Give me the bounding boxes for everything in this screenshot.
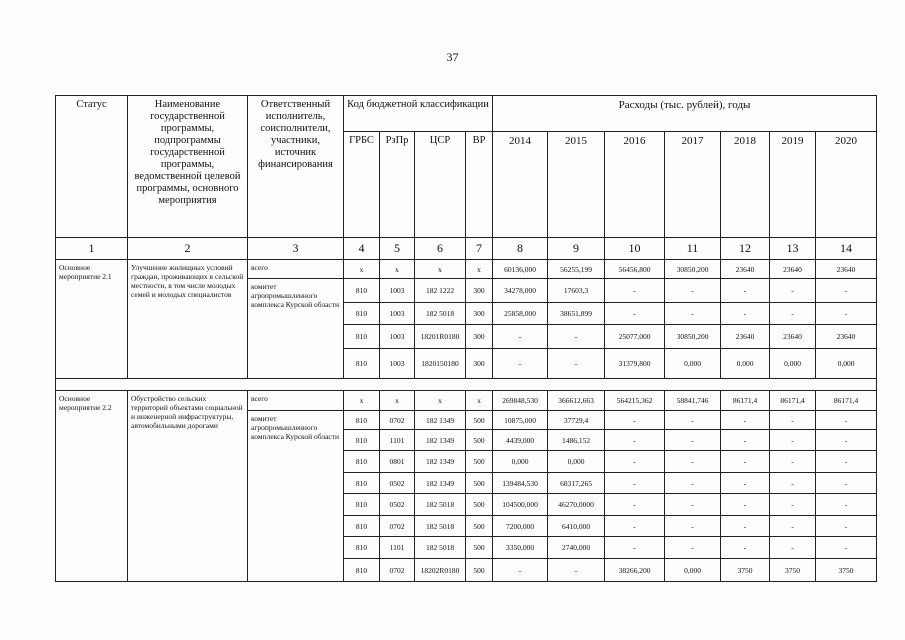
code-cell: 810 <box>344 451 380 473</box>
amount-cell: - <box>770 516 816 537</box>
code-cell: 0801 <box>380 451 415 473</box>
amount-cell: 38651,899 <box>548 303 605 325</box>
amount-cell: - <box>721 303 770 325</box>
column-number: 4 <box>344 238 380 260</box>
amount-cell: - <box>665 494 721 516</box>
code-cell: x <box>466 391 493 411</box>
amount-cell: 58841,746 <box>665 391 721 411</box>
amount-cell: - <box>665 537 721 559</box>
amount-cell: - <box>721 494 770 516</box>
amount-cell: - <box>493 349 548 379</box>
amount-cell: 17603,3 <box>548 279 605 303</box>
code-cell: 1820150180 <box>415 349 466 379</box>
column-number: 5 <box>380 238 415 260</box>
amount-cell: 0,000 <box>548 451 605 473</box>
code-cell: 810 <box>344 537 380 559</box>
column-number: 2 <box>128 238 248 260</box>
code-cell: 1101 <box>380 430 415 451</box>
total-label-cell: всего <box>248 260 344 279</box>
code-cell: 182 5018 <box>415 516 466 537</box>
column-number: 13 <box>770 238 816 260</box>
code-cell: 182 1349 <box>415 473 466 494</box>
code-cell: 300 <box>466 325 493 349</box>
code-cell: 182 1349 <box>415 430 466 451</box>
code-cell: 500 <box>466 430 493 451</box>
amount-cell: - <box>605 279 665 303</box>
amount-cell: - <box>665 430 721 451</box>
code-cell: 810 <box>344 473 380 494</box>
amount-cell: - <box>770 473 816 494</box>
header-year: 2017 <box>665 132 721 238</box>
amount-cell: 0,000 <box>665 559 721 582</box>
budget-table <box>55 95 877 582</box>
code-cell: 300 <box>466 279 493 303</box>
code-cell: 182 1349 <box>415 411 466 430</box>
header-name: Наименование государственной программы, подпрограммы государственной программы, ведомственной целевой программы, основного мероприятия <box>128 96 248 238</box>
amount-cell: - <box>721 451 770 473</box>
amount-cell: 46270,0000 <box>548 494 605 516</box>
amount-cell: - <box>770 537 816 559</box>
code-cell: x <box>415 391 466 411</box>
amount-cell: 23640 <box>721 260 770 279</box>
status-cell: Основное мероприятие 2.1 <box>56 260 128 379</box>
amount-cell: 23640 <box>770 325 816 349</box>
amount-cell: - <box>605 451 665 473</box>
column-number: 9 <box>548 238 605 260</box>
code-cell: 182 1222 <box>415 279 466 303</box>
header-year: 2019 <box>770 132 816 238</box>
table-row <box>56 260 877 279</box>
amount-cell: 1486,152 <box>548 430 605 451</box>
amount-cell: 0,000 <box>493 451 548 473</box>
table-row <box>56 391 877 411</box>
code-cell: 1003 <box>380 279 415 303</box>
header-tsr: ЦСР <box>415 132 466 238</box>
column-number: 11 <box>665 238 721 260</box>
amount-cell: 3350,000 <box>493 537 548 559</box>
amount-cell: 0,000 <box>816 349 877 379</box>
header-year: 2018 <box>721 132 770 238</box>
code-cell: 500 <box>466 451 493 473</box>
column-number: 3 <box>248 238 344 260</box>
amount-cell: 104500,000 <box>493 494 548 516</box>
amount-cell: - <box>493 325 548 349</box>
amount-cell: 56255,199 <box>548 260 605 279</box>
amount-cell: - <box>770 279 816 303</box>
amount-cell: 30850,200 <box>665 325 721 349</box>
executor-cell: комитет агропромышленного комплекса Курской области <box>248 279 344 379</box>
column-number: 7 <box>466 238 493 260</box>
column-number: 8 <box>493 238 548 260</box>
code-cell: 810 <box>344 325 380 349</box>
code-cell: 810 <box>344 430 380 451</box>
amount-cell: - <box>665 279 721 303</box>
code-cell: x <box>415 260 466 279</box>
amount-cell: 0,000 <box>721 349 770 379</box>
status-cell: Основное мероприятие 2.2 <box>56 391 128 582</box>
header-status: Статус <box>56 96 128 238</box>
code-cell: 300 <box>466 303 493 325</box>
header-executor: Ответственный исполнитель, соисполнители, участники, источник финансирования <box>248 96 344 238</box>
code-cell: 810 <box>344 516 380 537</box>
program-name-cell: Улучшение жилищных условий граждан, проживающих в сельской местности, в том числе молодых семей и молодых специалистов <box>128 260 248 379</box>
header-rzpr: РзПр <box>380 132 415 238</box>
code-cell: 1003 <box>380 325 415 349</box>
table-body <box>56 96 877 582</box>
amount-cell: - <box>493 559 548 582</box>
amount-cell: - <box>816 430 877 451</box>
amount-cell: - <box>605 516 665 537</box>
amount-cell: 0,000 <box>665 349 721 379</box>
amount-cell: - <box>721 411 770 430</box>
amount-cell: 23640 <box>721 325 770 349</box>
section-spacer <box>56 379 877 391</box>
amount-cell: - <box>548 325 605 349</box>
amount-cell: - <box>665 411 721 430</box>
amount-cell: - <box>770 430 816 451</box>
code-cell: x <box>380 391 415 411</box>
code-cell: 1003 <box>380 303 415 325</box>
amount-cell: 25858,000 <box>493 303 548 325</box>
code-cell: 182 1349 <box>415 451 466 473</box>
amount-cell: - <box>605 473 665 494</box>
code-cell: 500 <box>466 537 493 559</box>
code-cell: 0702 <box>380 516 415 537</box>
amount-cell: - <box>816 473 877 494</box>
amount-cell: - <box>721 473 770 494</box>
code-cell: 0702 <box>380 559 415 582</box>
amount-cell: 23640 <box>816 325 877 349</box>
amount-cell: 3750 <box>770 559 816 582</box>
code-cell: 0502 <box>380 473 415 494</box>
code-cell: x <box>344 260 380 279</box>
code-cell: x <box>344 391 380 411</box>
page-number: 37 <box>446 50 459 64</box>
amount-cell: 86171,4 <box>816 391 877 411</box>
amount-cell: 3750 <box>816 559 877 582</box>
header-year: 2016 <box>605 132 665 238</box>
amount-cell: 38266,200 <box>605 559 665 582</box>
code-cell: 18202R0180 <box>415 559 466 582</box>
code-cell: 500 <box>466 559 493 582</box>
amount-cell: - <box>770 451 816 473</box>
header-row <box>56 96 877 132</box>
amount-cell: 25077,000 <box>605 325 665 349</box>
code-cell: 0702 <box>380 411 415 430</box>
code-cell: 810 <box>344 279 380 303</box>
code-cell: 1101 <box>380 537 415 559</box>
code-cell: 810 <box>344 559 380 582</box>
code-cell: 810 <box>344 494 380 516</box>
total-label-cell: всего <box>248 391 344 411</box>
header-year: 2015 <box>548 132 605 238</box>
code-cell: 18201R0180 <box>415 325 466 349</box>
header-budget-code: Код бюджетной классификации <box>344 96 493 132</box>
amount-cell: 564215,362 <box>605 391 665 411</box>
column-number: 1 <box>56 238 128 260</box>
amount-cell: - <box>665 473 721 494</box>
code-cell: 810 <box>344 411 380 430</box>
column-numbers-row <box>56 238 877 260</box>
header-grbs: ГРБС <box>344 132 380 238</box>
amount-cell: 56456,800 <box>605 260 665 279</box>
amount-cell: - <box>548 349 605 379</box>
amount-cell: - <box>721 537 770 559</box>
code-cell: 810 <box>344 303 380 325</box>
amount-cell: 34278,000 <box>493 279 548 303</box>
column-number: 10 <box>605 238 665 260</box>
amount-cell: - <box>770 303 816 325</box>
code-cell: 500 <box>466 516 493 537</box>
amount-cell: - <box>548 559 605 582</box>
amount-cell: 37729,4 <box>548 411 605 430</box>
column-number: 12 <box>721 238 770 260</box>
amount-cell: 68317,265 <box>548 473 605 494</box>
amount-cell: - <box>816 279 877 303</box>
amount-cell: 6410,000 <box>548 516 605 537</box>
code-cell: 182 5018 <box>415 537 466 559</box>
amount-cell: 3750 <box>721 559 770 582</box>
amount-cell: - <box>816 516 877 537</box>
amount-cell: - <box>605 494 665 516</box>
amount-cell: - <box>721 430 770 451</box>
code-cell: 0502 <box>380 494 415 516</box>
amount-cell: 23640 <box>770 260 816 279</box>
code-cell: 500 <box>466 473 493 494</box>
code-cell: 500 <box>466 411 493 430</box>
amount-cell: - <box>816 537 877 559</box>
amount-cell: 2740,000 <box>548 537 605 559</box>
code-cell: 182 5018 <box>415 494 466 516</box>
amount-cell: 30850,200 <box>665 260 721 279</box>
amount-cell: 366612,663 <box>548 391 605 411</box>
code-cell: 300 <box>466 349 493 379</box>
amount-cell: - <box>665 451 721 473</box>
code-cell: x <box>380 260 415 279</box>
header-year: 2014 <box>493 132 548 238</box>
amount-cell: - <box>605 537 665 559</box>
amount-cell: 139484,530 <box>493 473 548 494</box>
amount-cell: - <box>816 411 877 430</box>
column-number: 6 <box>415 238 466 260</box>
code-cell: 1003 <box>380 349 415 379</box>
code-cell: 500 <box>466 494 493 516</box>
header-vr: ВР <box>466 132 493 238</box>
amount-cell: - <box>816 494 877 516</box>
executor-cell: комитет агропромышленного комплекса Курской области <box>248 411 344 582</box>
amount-cell: - <box>665 516 721 537</box>
amount-cell: 86171,4 <box>721 391 770 411</box>
amount-cell: 23640 <box>816 260 877 279</box>
amount-cell: 4439,000 <box>493 430 548 451</box>
column-number: 14 <box>816 238 877 260</box>
header-expenses: Расходы (тыс. рублей), годы <box>493 96 877 132</box>
code-cell: 182 5018 <box>415 303 466 325</box>
amount-cell: 31379,800 <box>605 349 665 379</box>
amount-cell: 60136,000 <box>493 260 548 279</box>
amount-cell: - <box>721 279 770 303</box>
amount-cell: - <box>605 303 665 325</box>
amount-cell: - <box>816 451 877 473</box>
amount-cell: - <box>605 411 665 430</box>
amount-cell: - <box>605 430 665 451</box>
amount-cell: 0,000 <box>770 349 816 379</box>
header-year: 2020 <box>816 132 877 238</box>
amount-cell: - <box>721 516 770 537</box>
amount-cell: 10875,000 <box>493 411 548 430</box>
amount-cell: - <box>770 411 816 430</box>
code-cell: x <box>466 260 493 279</box>
amount-cell: 269848,530 <box>493 391 548 411</box>
amount-cell: - <box>816 303 877 325</box>
amount-cell: - <box>770 494 816 516</box>
amount-cell: 86171,4 <box>770 391 816 411</box>
program-name-cell: Обустройство сельских территорий объектами социальной и инженерной инфраструктуры, автомобильными дорогами <box>128 391 248 582</box>
code-cell: 810 <box>344 349 380 379</box>
amount-cell: - <box>665 303 721 325</box>
amount-cell: 7200,000 <box>493 516 548 537</box>
